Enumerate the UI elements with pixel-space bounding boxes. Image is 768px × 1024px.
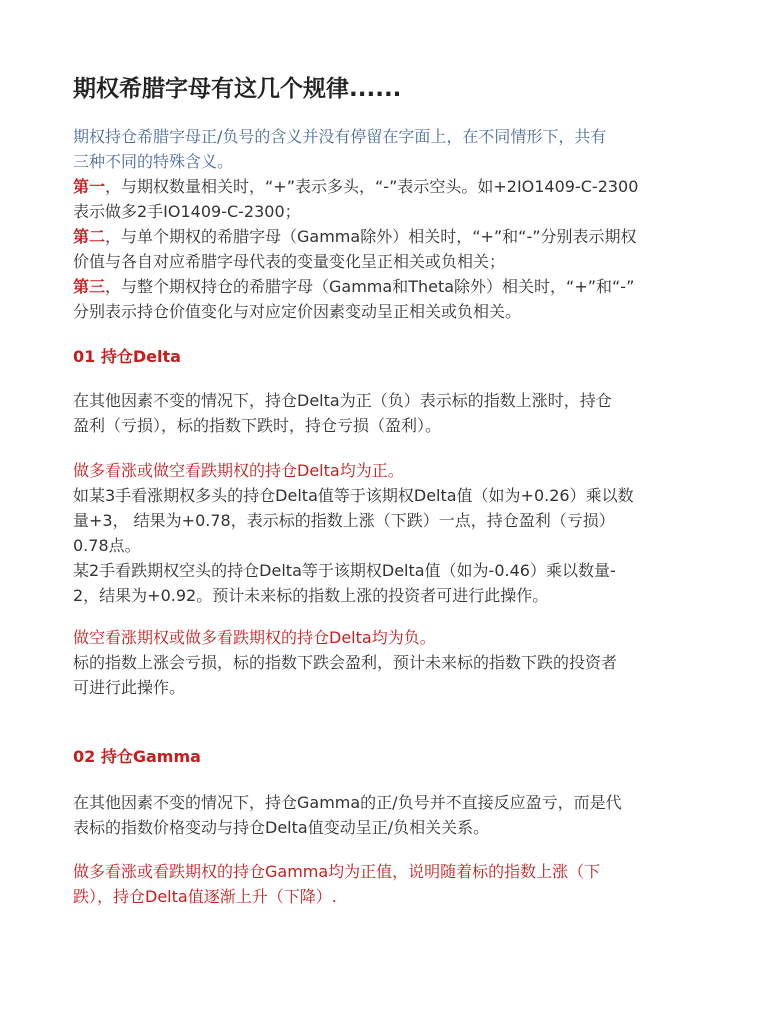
highlight-line: 做空看涨期权或做多看跌期权的持仓Delta均为负。 (73, 628, 436, 647)
rule-second-text: ，与单个期权的希腊字母（Gamma除外）相关时，“+”和“-”分别表示期权 (105, 227, 637, 246)
paragraph-line: 某2手看跌期权空头的持仓Delta等于该期权Delta值（如为-0.46）乘以数量- (73, 561, 616, 580)
rule-third-text: ，与整个期权持仓的希腊字母（Gamma和Theta除外）相关时，“+”和“-” (105, 277, 635, 296)
rule-second-label: 第二 (73, 227, 106, 246)
paragraph-line: 标的指数上涨会亏损，标的指数下跌会盈利，预计未来标的指数下跌的投资者 (73, 653, 618, 672)
paragraph-line: 在其他因素不变的情况下，持仓Delta为正（负）表示标的指数上涨时，持仓 (73, 391, 612, 410)
rule-third-label: 第三 (73, 277, 106, 296)
delta-highlight-1 (73, 458, 698, 483)
paragraph-line: 如某3手看涨期权多头的持仓Delta值等于该期权Delta值（如为+0.26）乘以数 (73, 486, 634, 505)
paragraph-line: 表标的指数价格变动与持仓Delta值变动呈正/负相关关系。 (73, 818, 490, 837)
delta-paragraph-1 (73, 388, 698, 438)
paragraph-line: 可进行此操作。 (73, 678, 186, 697)
paragraph-line: 盈利（亏损），标的指数下跌时，持仓亏损（盈利）。 (73, 416, 442, 435)
paragraph-line: 0.78点。 (73, 536, 141, 555)
paragraph-line: 量+3， 结果为+0.78，表示标的指数上涨（下跌）一点，持仓盈利（亏损） (73, 511, 615, 530)
rule-second (73, 224, 698, 249)
delta-paragraph-2 (73, 483, 698, 608)
highlight-line: 做多看涨或做空看跌期权的持仓Delta均为正。 (73, 461, 404, 480)
rule-first (73, 174, 698, 199)
highlight-line: 做多看涨或看跌期权的持仓Gamma均为正值，说明随着标的指数上涨（下 (73, 862, 601, 881)
rule-first-text: ，与期权数量相关时，“+”表示多头，“-”表示空头。如+2IO1409-C-2300 (105, 177, 639, 196)
rule-first-label: 第一 (73, 177, 106, 196)
intro-line: 期权持仓希腊字母正/负号的含义并没有停留在字面上，在不同情形下，共有 (73, 127, 607, 146)
gamma-highlight-1 (73, 859, 698, 909)
rule-third-cont: 分别表示持仓价值变化与对应定价因素变动呈正相关或负相关。 (73, 302, 522, 321)
rule-third (73, 274, 698, 299)
delta-highlight-2 (73, 625, 698, 650)
intro-line: 三种不同的特殊含义。 (73, 152, 234, 171)
rule-second-cont: 价值与各自对应希腊字母代表的变量变化呈正相关或负相关； (73, 252, 506, 271)
section-heading-delta: 01 持仓Delta (73, 347, 181, 366)
rule-first-cont: 表示做多2手IO1409-C-2300； (73, 202, 301, 221)
paragraph-line: 在其他因素不变的情况下，持仓Gamma的正/负号并不直接反应盈亏，而是代 (73, 793, 622, 812)
highlight-line: 跌），持仓Delta值逐渐上升（下降）. (73, 887, 337, 906)
delta-paragraph-3 (73, 650, 698, 700)
intro-paragraph (73, 124, 698, 324)
section-heading-gamma: 02 持仓Gamma (73, 747, 201, 766)
article-title: 期权希腊字母有这几个规律...... (73, 76, 402, 102)
gamma-paragraph-1 (73, 790, 698, 840)
paragraph-line: 2，结果为+0.92。预计未来标的指数上涨的投资者可进行此操作。 (73, 586, 549, 605)
